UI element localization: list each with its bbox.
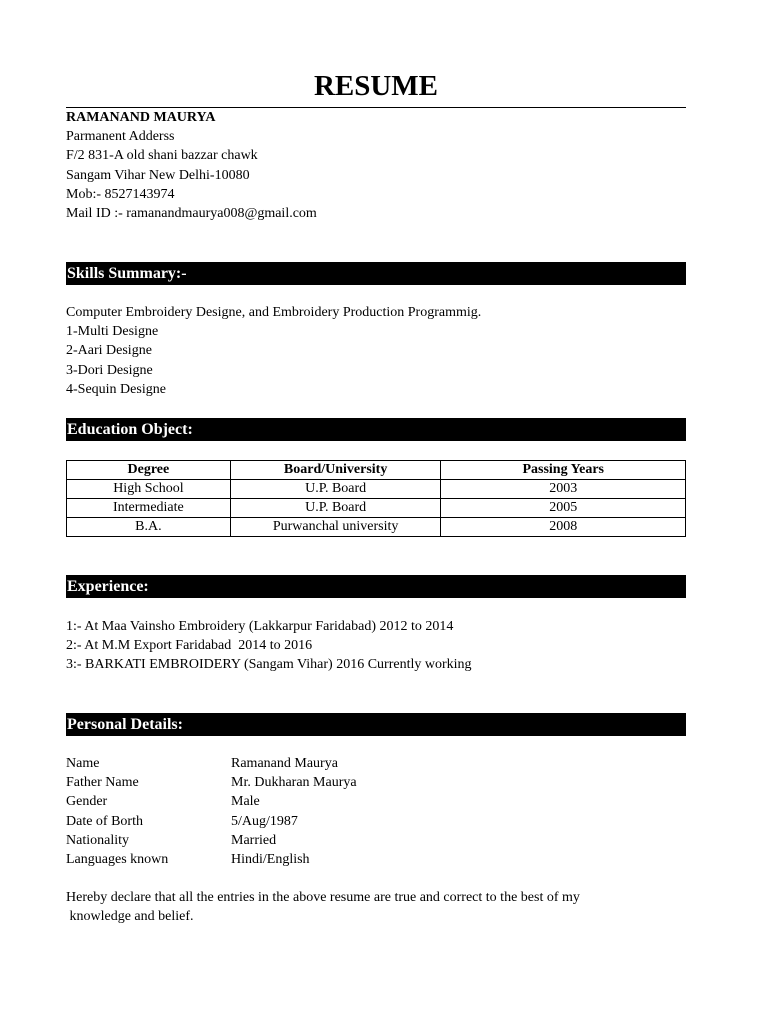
skills-list [66,303,481,399]
detail-label: Name [66,756,100,771]
column-header: Degree [67,461,231,480]
skill-item: 4-Sequin Designe [66,381,166,397]
detail-value: Ramanand Maurya [231,756,338,771]
declaration-line: knowledge and belief. [66,909,194,925]
contact-block [66,108,317,223]
mobile-number: Mob:- 8527143974 [66,186,175,202]
table-cell: Purwanchal university [230,518,441,537]
table-row [67,480,686,499]
table-cell: Intermediate [67,499,231,518]
detail-label: Languages known [66,851,169,867]
declaration-line: Hereby declare that all the entries in the above resume are true and correct to the best of my [66,890,580,905]
detail-label: Father Name [66,775,139,791]
mail-id: Mail ID :- ramanandmaurya008@gmail.com [66,205,317,221]
detail-value: Married [231,832,277,848]
detail-value: Mr. Dukharan Maurya [231,775,357,791]
table-cell: High School [67,480,231,499]
personal-details-heading: Personal Details: [66,713,686,736]
address-line-1: F/2 831-A old shani bazzar chawk [66,148,258,164]
skills-heading: Skills Summary:- [66,262,686,285]
skill-item: 2-Aari Designe [66,343,152,359]
table-cell: B.A. [67,518,231,537]
detail-value: 5/Aug/1987 [231,813,298,829]
experience-item: 1:- At Maa Vainsho Embroidery (Lakkarpur Faridabad) 2012 to 2014 [66,619,454,634]
personal-details-list [66,754,686,869]
address-label: Parmanent Adderss [66,129,175,145]
detail-row [66,792,686,811]
table-cell: 2008 [441,518,686,537]
experience-item: 2:- At M.M Export Faridabad 2014 to 2016 [66,638,313,654]
skill-item: Computer Embroidery Designe, and Embroidery Production Programmig. [66,305,482,320]
detail-row [66,831,686,850]
address-line-2: Sangam Vihar New Delhi-10080 [66,167,250,183]
declaration [66,888,580,926]
detail-value: Male [231,794,260,810]
detail-row [66,850,686,869]
table-row [67,518,686,537]
table-header-row [67,461,686,480]
education-heading: Education Object: [66,418,686,441]
detail-label: Date of Borth [66,813,143,829]
table-cell: U.P. Board [230,499,441,518]
detail-value: Hindi/English [231,851,310,867]
column-header: Passing Years [441,461,686,480]
experience-heading: Experience: [66,575,686,598]
detail-row [66,754,686,773]
table-cell: 2005 [441,499,686,518]
candidate-name: RAMANAND MAURYA [66,110,216,125]
table-row [67,499,686,518]
detail-label: Gender [66,794,108,810]
skill-item: 1-Multi Designe [66,324,159,340]
experience-item: 3:- BARKATI EMBROIDERY (Sangam Vihar) 2016 Currently working [66,657,472,673]
table-cell: U.P. Board [230,480,441,499]
detail-row [66,773,686,792]
skill-item: 3-Dori Designe [66,362,153,378]
education-table [66,460,686,537]
column-header: Board/University [230,461,441,480]
page-title: RESUME [313,70,439,102]
detail-label: Nationality [66,832,129,848]
detail-row [66,812,686,831]
table-cell: 2003 [441,480,686,499]
experience-list [66,617,472,675]
